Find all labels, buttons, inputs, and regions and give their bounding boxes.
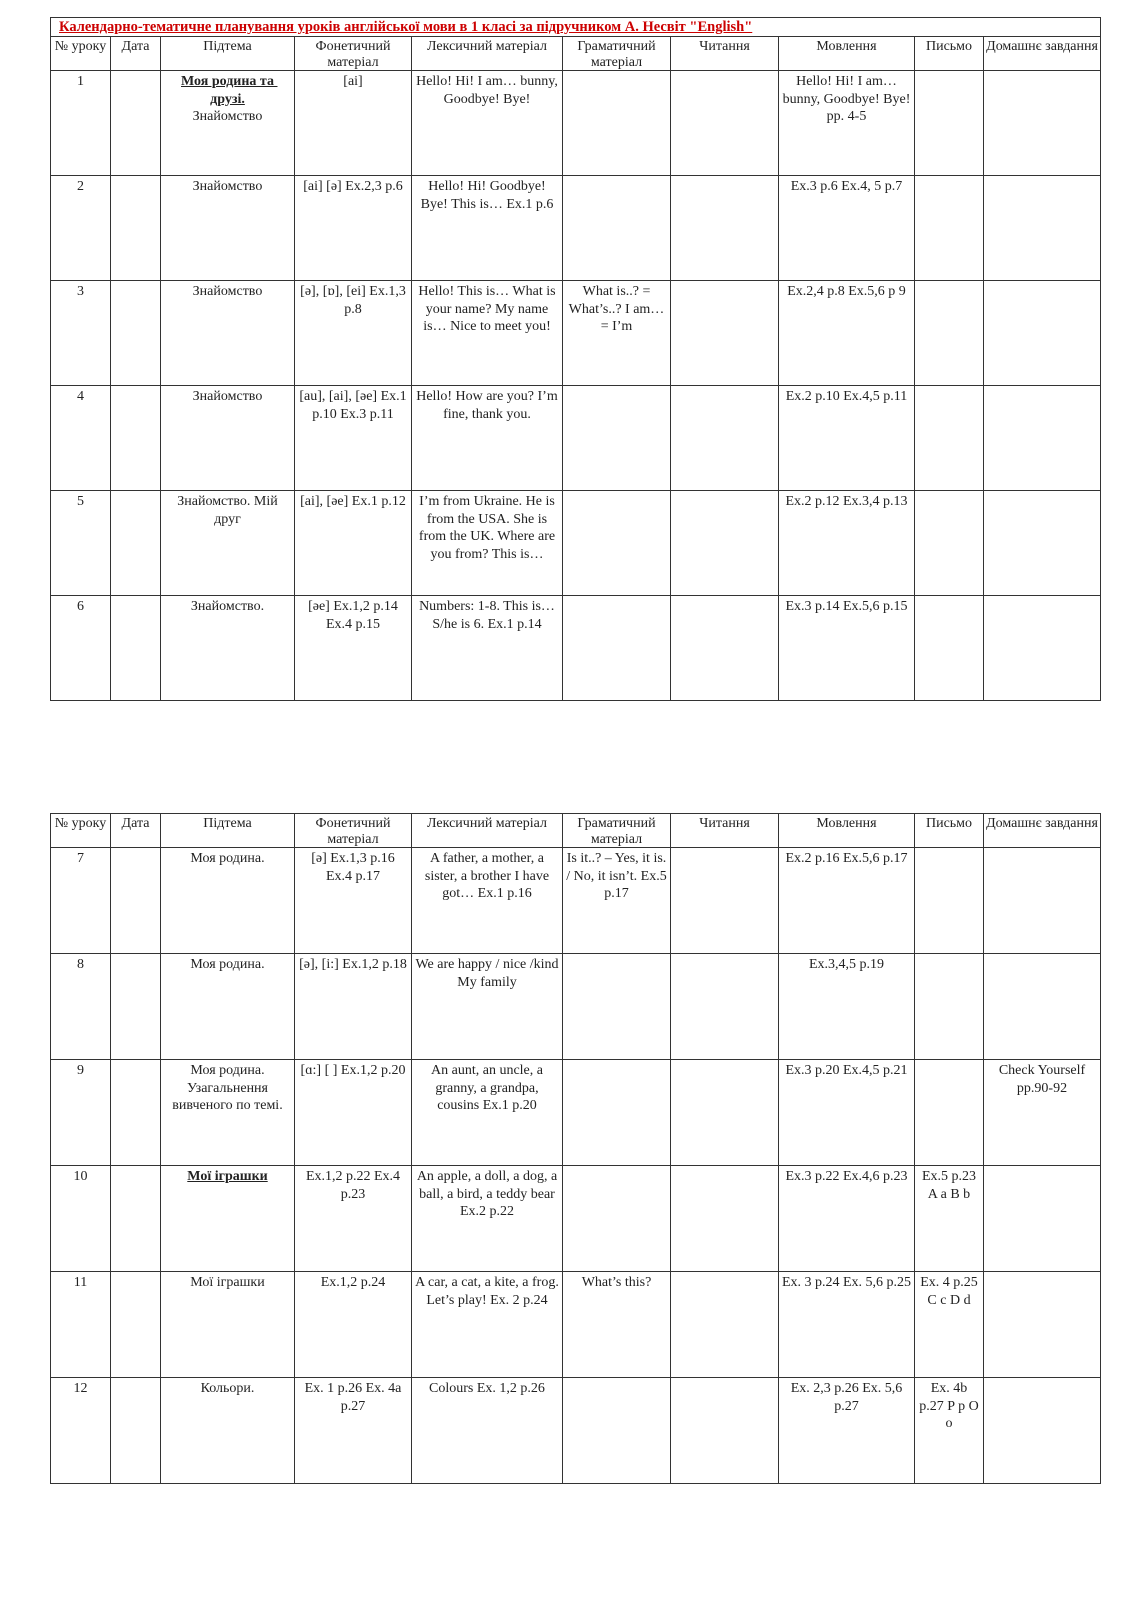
- phonetic-cell: Ex.1,2 p.22 Ex.4 p.23: [295, 1166, 412, 1272]
- grammar-cell: [563, 596, 671, 701]
- subtopic-label: Знайомство.: [190, 599, 265, 614]
- table-row: [51, 596, 1101, 701]
- writing-cell: [915, 1060, 984, 1166]
- table-header: [51, 814, 1101, 848]
- reading-cell: [671, 386, 779, 491]
- phonetic-cell: [au], [ai], [əe] Ex.1 p.10 Ex.3 p.11: [295, 386, 412, 491]
- subtopic-label: Мої іграшки: [190, 1275, 265, 1290]
- lesson-plan-table-2: [50, 813, 1101, 1484]
- phonetic-cell: [ə], [ɒ], [ei] Ex.1,3 p.8: [295, 281, 412, 386]
- subtopic-cell: [161, 1272, 295, 1378]
- subtopic-cell: [161, 491, 295, 596]
- table-row: [51, 954, 1101, 1060]
- homework-cell: [984, 954, 1101, 1060]
- date-cell: [111, 1060, 161, 1166]
- date-cell: [111, 954, 161, 1060]
- lexical-cell: Numbers: 1-8. This is… S/he is 6. Ex.1 p.14: [412, 596, 563, 701]
- date-cell: [111, 386, 161, 491]
- speaking-cell: Hello! Hi! I am… bunny, Goodbye! Bye! pp. 4-5: [779, 71, 915, 176]
- date-cell: [111, 281, 161, 386]
- homework-cell: [984, 71, 1101, 176]
- writing-cell: [915, 954, 984, 1060]
- phonetic-cell: [ə], [i:] Ex.1,2 p.18: [295, 954, 412, 1060]
- lexical-cell: Hello! This is… What is your name? My name is… Nice to meet you!: [412, 281, 563, 386]
- header-lesson-number: № уроку: [51, 37, 111, 71]
- table-row: [51, 386, 1101, 491]
- table-row: [51, 1378, 1101, 1484]
- header-writing: Письмо: [915, 814, 984, 848]
- subtopic-label: Моя родина.: [190, 851, 265, 866]
- header-date: Дата: [111, 814, 161, 848]
- lesson-number-cell: 4: [51, 386, 111, 491]
- lesson-number-cell: 12: [51, 1378, 111, 1484]
- header-writing: Письмо: [915, 37, 984, 71]
- writing-cell: [915, 491, 984, 596]
- phonetic-cell: Ex.1,2 p.24: [295, 1272, 412, 1378]
- lesson-number-cell: 8: [51, 954, 111, 1060]
- writing-cell: Ex.5 p.23 A a B b: [915, 1166, 984, 1272]
- subtopic-bold-label: Моя родина та друзі.: [181, 74, 278, 107]
- lexical-cell: An aunt, an uncle, a granny, a grandpa, cousins Ex.1 p.20: [412, 1060, 563, 1166]
- speaking-cell: Ex. 3 p.24 Ex. 5,6 p.25: [779, 1272, 915, 1378]
- speaking-cell: Ex.2 p.16 Ex.5,6 p.17: [779, 848, 915, 954]
- phonetic-cell: [ə] Ex.1,3 p.16 Ex.4 p.17: [295, 848, 412, 954]
- date-cell: [111, 848, 161, 954]
- phonetic-cell: [ɑ:] [ ] Ex.1,2 p.20: [295, 1060, 412, 1166]
- header-lexical: Лексичний матеріал: [412, 814, 563, 848]
- subtopic-label: Моя родина.: [190, 957, 265, 972]
- lexical-cell: Hello! Hi! Goodbye! Bye! This is… Ex.1 p.6: [412, 176, 563, 281]
- homework-cell: [984, 386, 1101, 491]
- subtopic-cell: [161, 1060, 295, 1166]
- speaking-cell: Ex.3 p.20 Ex.4,5 p.21: [779, 1060, 915, 1166]
- grammar-cell: [563, 1378, 671, 1484]
- reading-cell: [671, 848, 779, 954]
- subtopic-bold-label: Мої іграшки: [187, 1169, 268, 1184]
- header-homework: Домашнє завдання: [984, 814, 1101, 848]
- subtopic-cell: [161, 71, 295, 176]
- subtopic-label: Знайомство: [192, 109, 263, 124]
- subtopic-cell: [161, 596, 295, 701]
- table-row: [51, 1166, 1101, 1272]
- subtopic-label: Знайомство: [192, 284, 263, 299]
- subtopic-cell: [161, 954, 295, 1060]
- header-speaking: Мовлення: [779, 814, 915, 848]
- reading-cell: [671, 281, 779, 386]
- grammar-cell: What’s this?: [563, 1272, 671, 1378]
- phonetic-cell: [ai], [əe] Ex.1 p.12: [295, 491, 412, 596]
- header-date: Дата: [111, 37, 161, 71]
- table-row: [51, 71, 1101, 176]
- speaking-cell: Ex.3 p.14 Ex.5,6 p.15: [779, 596, 915, 701]
- homework-cell: Check Yourself pp.90-92: [984, 1060, 1101, 1166]
- date-cell: [111, 1166, 161, 1272]
- speaking-cell: Ex.2 p.10 Ex.4,5 p.11: [779, 386, 915, 491]
- speaking-cell: Ex. 2,3 p.26 Ex. 5,6 p.27: [779, 1378, 915, 1484]
- lexical-cell: Colours Ex. 1,2 p.26: [412, 1378, 563, 1484]
- lesson-number-cell: 7: [51, 848, 111, 954]
- grammar-cell: [563, 71, 671, 176]
- table-row: [51, 1272, 1101, 1378]
- date-cell: [111, 596, 161, 701]
- writing-cell: [915, 71, 984, 176]
- document-title: Календарно-тематичне планування уроків англійської мови в 1 класі за підручником А. Несвіт "English": [51, 18, 1101, 37]
- lexical-cell: I’m from Ukraine. He is from the USA. She is from the UK. Where are you from? This is…: [412, 491, 563, 596]
- header-grammar: Граматичний матеріал: [563, 814, 671, 848]
- reading-cell: [671, 596, 779, 701]
- subtopic-label: Знайомство. Мій друг: [177, 494, 282, 527]
- reading-cell: [671, 1272, 779, 1378]
- homework-cell: [984, 491, 1101, 596]
- grammar-cell: [563, 176, 671, 281]
- lexical-cell: A father, a mother, a sister, a brother I have got… Ex.1 p.16: [412, 848, 563, 954]
- writing-cell: [915, 176, 984, 281]
- table-row: [51, 281, 1101, 386]
- lesson-number-cell: 11: [51, 1272, 111, 1378]
- header-reading: Читання: [671, 37, 779, 71]
- subtopic-label: Знайомство: [192, 389, 263, 404]
- reading-cell: [671, 1060, 779, 1166]
- header-lexical: Лексичний матеріал: [412, 37, 563, 71]
- lesson-number-cell: 10: [51, 1166, 111, 1272]
- reading-cell: [671, 954, 779, 1060]
- table-row: [51, 848, 1101, 954]
- header-speaking: Мовлення: [779, 37, 915, 71]
- lesson-number-cell: 3: [51, 281, 111, 386]
- subtopic-label: Кольори.: [200, 1381, 255, 1396]
- writing-cell: [915, 848, 984, 954]
- table-header: [51, 37, 1101, 71]
- speaking-cell: Ex.2,4 p.8 Ex.5,6 p 9: [779, 281, 915, 386]
- grammar-cell: [563, 1060, 671, 1166]
- phonetic-cell: [ai]: [295, 71, 412, 176]
- table-row: [51, 1060, 1101, 1166]
- subtopic-cell: [161, 848, 295, 954]
- grammar-cell: [563, 954, 671, 1060]
- homework-cell: [984, 281, 1101, 386]
- homework-cell: [984, 1272, 1101, 1378]
- grammar-cell: [563, 386, 671, 491]
- reading-cell: [671, 1166, 779, 1272]
- lesson-number-cell: 1: [51, 71, 111, 176]
- speaking-cell: Ex.3 p.22 Ex.4,6 p.23: [779, 1166, 915, 1272]
- grammar-cell: [563, 491, 671, 596]
- lesson-number-cell: 6: [51, 596, 111, 701]
- reading-cell: [671, 71, 779, 176]
- reading-cell: [671, 1378, 779, 1484]
- header-grammar: Граматичний матеріал: [563, 37, 671, 71]
- homework-cell: [984, 596, 1101, 701]
- header-reading: Читання: [671, 814, 779, 848]
- writing-cell: Ex. 4 p.25 C c D d: [915, 1272, 984, 1378]
- lexical-cell: We are happy / nice /kind My family: [412, 954, 563, 1060]
- header-subtopic: Підтема: [161, 814, 295, 848]
- reading-cell: [671, 491, 779, 596]
- lesson-plan-table-1: [50, 17, 1101, 701]
- lesson-number-cell: 9: [51, 1060, 111, 1166]
- lexical-cell: Hello! How are you? I’m fine, thank you.: [412, 386, 563, 491]
- speaking-cell: Ex.2 p.12 Ex.3,4 p.13: [779, 491, 915, 596]
- lexical-cell: An apple, a doll, a dog, a ball, a bird, a teddy bear Ex.2 p.22: [412, 1166, 563, 1272]
- lesson-number-cell: 5: [51, 491, 111, 596]
- subtopic-label: Моя родина. Узагальнення вивченого по темі.: [172, 1063, 283, 1113]
- writing-cell: [915, 386, 984, 491]
- subtopic-label: Знайомство: [192, 179, 263, 194]
- homework-cell: [984, 1378, 1101, 1484]
- writing-cell: Ex. 4b p.27 P p O o: [915, 1378, 984, 1484]
- subtopic-cell: [161, 281, 295, 386]
- header-lesson-number: № уроку: [51, 814, 111, 848]
- writing-cell: [915, 281, 984, 386]
- table-row: [51, 176, 1101, 281]
- subtopic-cell: [161, 1166, 295, 1272]
- header-phonetic: Фонетичний матеріал: [295, 814, 412, 848]
- reading-cell: [671, 176, 779, 281]
- homework-cell: [984, 176, 1101, 281]
- homework-cell: [984, 848, 1101, 954]
- lexical-cell: A car, a cat, a kite, a frog. Let’s play! Ex. 2 p.24: [412, 1272, 563, 1378]
- header-subtopic: Підтема: [161, 37, 295, 71]
- grammar-cell: What is..? = What’s..? I am…= I’m: [563, 281, 671, 386]
- speaking-cell: Ex.3,4,5 p.19: [779, 954, 915, 1060]
- lexical-cell: Hello! Hi! I am… bunny, Goodbye! Bye!: [412, 71, 563, 176]
- lesson-number-cell: 2: [51, 176, 111, 281]
- grammar-cell: Is it..? – Yes, it is. / No, it isn’t. Ex.5 p.17: [563, 848, 671, 954]
- subtopic-cell: [161, 176, 295, 281]
- speaking-cell: Ex.3 p.6 Ex.4, 5 p.7: [779, 176, 915, 281]
- header-homework: Домашнє завдання: [984, 37, 1101, 71]
- homework-cell: [984, 1166, 1101, 1272]
- header-phonetic: Фонетичний матеріал: [295, 37, 412, 71]
- table-row: [51, 491, 1101, 596]
- phonetic-cell: Ex. 1 p.26 Ex. 4a p.27: [295, 1378, 412, 1484]
- phonetic-cell: [ai] [ə] Ex.2,3 p.6: [295, 176, 412, 281]
- grammar-cell: [563, 1166, 671, 1272]
- subtopic-cell: [161, 1378, 295, 1484]
- phonetic-cell: [əe] Ex.1,2 p.14 Ex.4 p.15: [295, 596, 412, 701]
- date-cell: [111, 176, 161, 281]
- date-cell: [111, 1272, 161, 1378]
- subtopic-cell: [161, 386, 295, 491]
- date-cell: [111, 491, 161, 596]
- date-cell: [111, 1378, 161, 1484]
- writing-cell: [915, 596, 984, 701]
- date-cell: [111, 71, 161, 176]
